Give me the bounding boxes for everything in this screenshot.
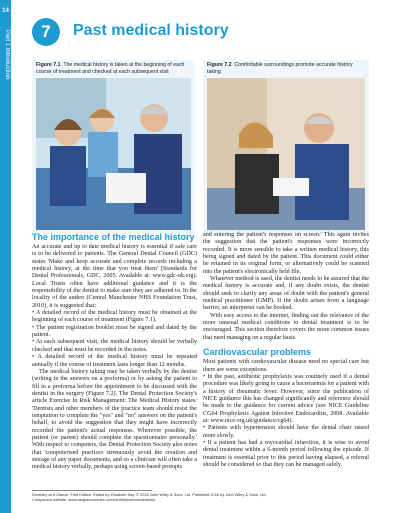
chapter-title: Past medical history: [73, 22, 229, 39]
figure-caption-text: Comfortable surroundings promote accurate history taking: [207, 62, 353, 75]
bullet-item: • In the past, antibiotic prophylaxis was routinely used if a dental procedure was likely going to cause a bacteraemia for a patient with a history of rheumatic fever. However, since the publication of NICE guidance this has changed significantly and reference should be made to the guidance for current advice (see NICE Guideline CG64 Prophylaxis Against Infective Endocarditis, 2008. Available at: www.nice.org.uk/guidance/cg64).: [203, 373, 369, 424]
paragraph: and entering the patient's responses on screen.' This again invites the suggestion that the patient's responses were incorrectly recorded. It is more sensible to take a written medical history, this being signed and dated by the patient. This document could either be retained in its original form, or alternatively could be scanned into the patient's electronically held file.: [203, 232, 369, 275]
section-heading: Cardiovascular problems: [203, 347, 312, 358]
part-label: Part 1 Introduction: [4, 30, 10, 80]
paragraph: An accurate and up to date medical history is essential if safe care is to be delivered to patients. The General Dental Council (GDC) states 'Make and keep accurate and complete records including a medical history, at the time that you treat them' (Standards for Dental Professionals, GDC, 2005. Available at: www.gdc-uk.org). Local Trusts often have additional guidance and it is the responsibility of the dentist to make sure they are adhered to. In the locality of the author (Central Manchester NHS Foundation Trust, 2010), it is suggested that:: [32, 244, 197, 309]
figure-7-1: [32, 60, 195, 234]
paragraph: Whatever method is used, the dentist needs to be assured that the medical history is accurate and, if any doubt exists, the dentist should seek to clarify any areas of doubt with the patient's general medical practitioner (GMP). If the doubt arises from a language barrier, an interpreter can be booked.: [203, 276, 369, 312]
section-heading: The importance of the medical history: [32, 232, 195, 242]
figure-caption: [36, 62, 191, 75]
bullet-item: • If a patient has had a myocardial infarction, it is wise to avoid dental treatment within a 6-month period following the episode. If treatment is essential prior to this period having elapsed, a referral should be considered so that they can be managed safely.: [203, 439, 369, 468]
footer-website: Companion website: www.ataglanceseries.com/dentistryseries/dentistry: [32, 497, 156, 502]
figure-caption-text: The medical history is taken at the beginning of each course of treatment and checked at each subsequent visit: [36, 62, 185, 75]
page-number: 14: [2, 8, 9, 14]
photo-patient-consultation: [207, 78, 365, 230]
page-footer: [32, 492, 369, 502]
bullet-item: • The patient registration booklet must be signed and dated by the patient.: [32, 324, 197, 339]
bullet-item: • At each subsequent visit, the medical history should be verbally checked and that must be recorded in the notes.: [32, 339, 197, 353]
paragraph: Most patients with cardiovascular disease need no special care but there are some exceptions.: [203, 359, 369, 373]
footer-divider: [32, 490, 152, 491]
bullet-item: • A detailed record of the medical history must be repeated annually if the course of treatment lasts longer than 12 months.: [32, 354, 197, 368]
figure-label: Figure 7.1: [36, 62, 61, 68]
figure-caption: [207, 62, 365, 75]
figure-label: Figure 7.2: [207, 62, 232, 68]
bullet-item: • Patients with hypertension should have the dental chair raised more slowly.: [203, 425, 369, 439]
figure-7-2: [203, 60, 369, 234]
footer-citation: Dentistry at a Glance. First Edition. Edited by Elizabeth Kay. © 2016 John Wiley & Sons, Ltd. Published 2016 by John Wiley & Sons, Ltd.: [32, 492, 267, 497]
text-column-right: [203, 232, 369, 469]
paragraph: The medical history taking may be taken verbally by the dentist (writing in the answers on a proforma) or by asking the patient to fill in a proforma before the appointment to be discussed with the dentist in the surgery (Figure 7.2). The Dental Protection Society's article Exercise In Risk Management: The Medical History states: 'Dentists and other members of the practice team should resist the temptation to complete the "yes" and "no" answers on the patient's behalf, to avoid the suggestion that they might have incorrectly recorded the patient's actual responses. Wherever possible, the patient (or parent) should complete the questionnaire personally.' With respect to computers, the Dental Protection Society also notes that 'computerised practices strenuously avoid the creation and storage of any paper documents, and so a clinician will often take a medical history verbally, perhaps using screen-based prompts: [32, 368, 197, 471]
text-column-left: [32, 232, 197, 472]
chapter-number-badge: 7: [32, 18, 60, 46]
photo-dentist-with-nurse: [36, 78, 191, 230]
sidebar-strip: [0, 0, 11, 513]
bullet-item: • A detailed record of the medical history must be obtained at the beginning of each course of treatment (Figure 7.1).: [32, 310, 197, 324]
paragraph: With easy access to the internet, finding out the relevance of the more unusual medical conditions to dental treatment is to be encouraged. This section therefore covers the more common issues that need managing on a regular basis.: [203, 312, 369, 341]
